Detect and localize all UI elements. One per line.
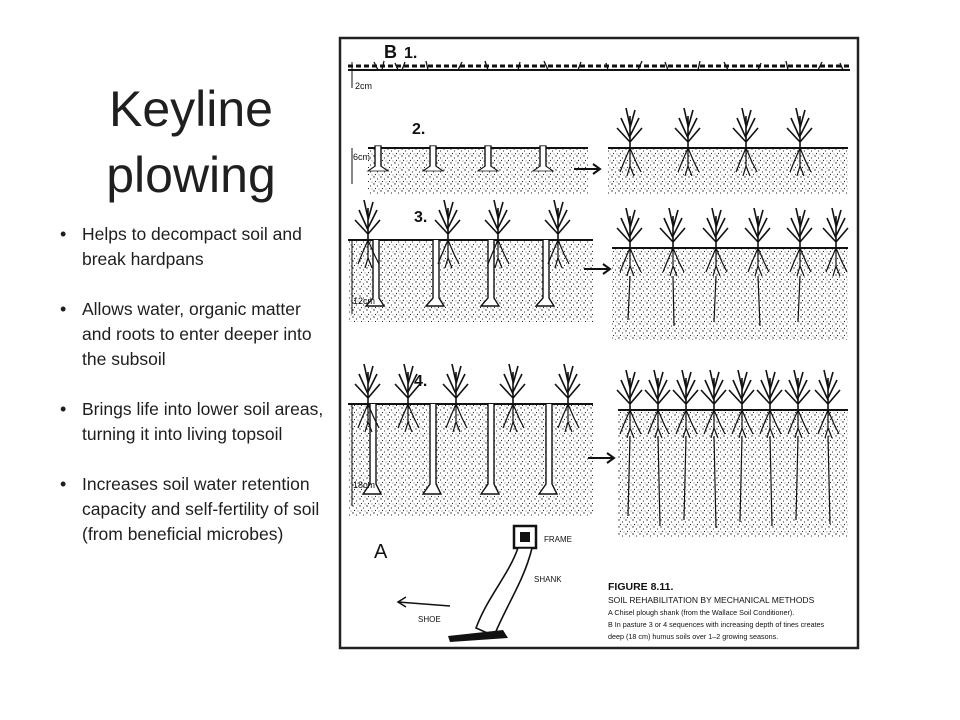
bullet-item: • Helps to decompact soil and break hardpans [58, 222, 328, 272]
caption-b-line-2: deep (18 cm) humus soils over 1–2 growing seasons. [608, 632, 779, 641]
figure-drawing [338, 36, 860, 650]
caption-subtitle: SOIL REHABILITATION BY MECHANICAL METHODS [608, 595, 815, 605]
step-1-label: 1. [404, 45, 418, 62]
panel-b-label: B [384, 42, 397, 62]
bullet-list [58, 222, 328, 572]
title-line-1: Keyline [109, 81, 273, 137]
bullet-item: • Brings life into lower soil areas, turning it into living topsoil [58, 397, 328, 447]
caption-title: FIGURE 8.11. [608, 581, 674, 593]
step-3-label: 3. [414, 209, 428, 226]
depth-3-label: 12cm [353, 296, 376, 306]
caption-b-line-1: B In pasture 3 or 4 sequences with increasing depth of tines creates [608, 620, 825, 629]
step-4-label: 4. [414, 373, 428, 390]
slide-title [86, 76, 296, 208]
shank-label: SHANK [534, 575, 562, 584]
depth-4-label: 18cm [353, 480, 376, 490]
frame-label: FRAME [544, 535, 572, 544]
title-line-2: plowing [106, 147, 276, 203]
soil-rehabilitation-figure [338, 36, 860, 650]
depth-1-label: 2cm [355, 81, 373, 91]
shoe-label: SHOE [418, 615, 441, 624]
bullet-item: • Increases soil water retention capacity and self-fertility of soil (from beneficial microbes) [58, 472, 328, 547]
bullet-item: • Allows water, organic matter and roots to enter deeper into the subsoil [58, 297, 328, 372]
caption-a: A Chisel plough shank (from the Wallace Soil Conditioner). [608, 608, 795, 617]
step-2-label: 2. [412, 121, 426, 138]
panel-a-label: A [374, 541, 388, 563]
depth-2-label: 6cm [353, 152, 371, 162]
